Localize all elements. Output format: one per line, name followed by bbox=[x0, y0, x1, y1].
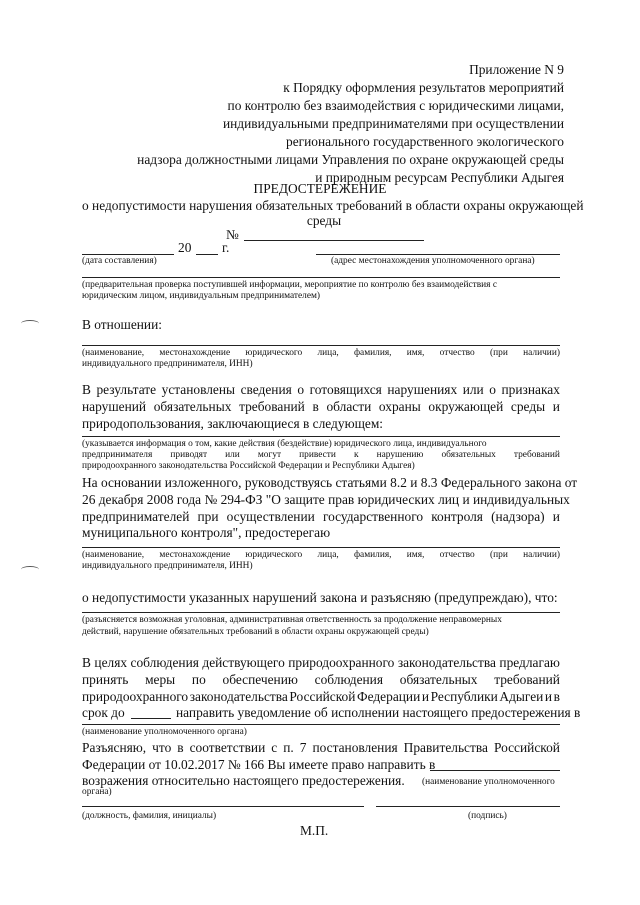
measures-line-1: В целях соблюдения действующего природоохранного законодательства предлагаю bbox=[82, 655, 560, 670]
appendix-line-7: и природным ресурсам Республики Адыгея bbox=[315, 170, 564, 185]
caption-date: (дата составления) bbox=[82, 256, 157, 266]
objection-authority-line bbox=[430, 770, 560, 771]
number-field-line bbox=[244, 240, 424, 241]
caption-actions-2: предпринимателя приводят или могут привести к нарушению обязательных требований bbox=[82, 450, 560, 460]
measures-line-4b: направить уведомление об исполнении настоящего предостережения в bbox=[176, 705, 581, 720]
caption-liability-2: действий, нарушение обязательных требований в области охраны окружающей среды) bbox=[82, 627, 429, 637]
caption-actions-3: природоохранного законодательства Российской Федерации и Республики Адыгея) bbox=[82, 461, 415, 471]
explain-line-1: Разъясняю, что в соответствии с п. 7 постановления Правительства Российской bbox=[82, 740, 560, 755]
authority-line bbox=[82, 724, 560, 725]
year-prefix: 20 bbox=[178, 240, 192, 255]
margin-scan-mark bbox=[21, 320, 39, 327]
caption-subject-2: индивидуального предпринимателя, ИНН) bbox=[82, 359, 253, 369]
year-suffix: г. bbox=[222, 240, 230, 255]
official-line bbox=[82, 806, 364, 807]
measures-line-2: принять меры по обеспечению соблюдения обязательных требований bbox=[82, 672, 560, 687]
appendix-line-2: к Порядку оформления результатов мероприятий bbox=[283, 80, 564, 95]
caption-basis-2: юридическим лицом, индивидуальным предпринимателем) bbox=[82, 291, 321, 301]
caption-authority-inline: (наименование уполномоченного bbox=[422, 777, 555, 787]
basis-line-1: На основании изложенного, руководствуясь статьями 8.2 и 8.3 Федерального закона от bbox=[82, 475, 578, 490]
document-subtitle-1: о недопустимости нарушения обязательных требований в области охраны окружающей bbox=[82, 198, 584, 213]
appendix-line-6: надзора должностными лицами Управления по охране окружающей среды bbox=[137, 152, 564, 167]
number-label: № bbox=[226, 227, 239, 242]
caption-authority: (наименование уполномоченного органа) bbox=[82, 727, 247, 737]
subject2-line bbox=[82, 547, 560, 548]
caption-subject-1: (наименование, местонахождение юридического лица, фамилия, имя, отчество (при наличии) bbox=[82, 348, 560, 358]
caption-authority-tail: органа) bbox=[82, 787, 112, 797]
appendix-line-1: Приложение N 9 bbox=[469, 62, 564, 77]
basis-line-2: 26 декабря 2008 года № 294-ФЗ "О защите прав юридических лиц и индивидуальных bbox=[82, 492, 570, 507]
measures-line-3: природоохранного законодательства Российской Федерации и Республики Адыгеи и в bbox=[82, 689, 560, 704]
caption-subject2-1: (наименование, местонахождение юридического лица, фамилия, имя, отчество (при наличии) bbox=[82, 550, 560, 560]
basis-line bbox=[82, 277, 560, 278]
caption-official: (должность, фамилия, инициалы) bbox=[82, 811, 217, 821]
margin-scan-mark bbox=[21, 566, 39, 573]
appendix-line-4: индивидуальными предпринимателями при осуществлении bbox=[222, 116, 564, 131]
appendix-line-5: регионального государственного экологического bbox=[286, 134, 564, 149]
deadline-line bbox=[131, 718, 171, 719]
measures-line-4a: срок до bbox=[82, 705, 125, 720]
regarding-label: В отношении: bbox=[82, 317, 162, 332]
document-subtitle-2: среды bbox=[306, 213, 342, 228]
result-line-3: природопользования, заключающиеся в следующем: bbox=[82, 416, 384, 431]
document-title: ПРЕДОСТЕРЕЖЕНИЕ bbox=[253, 181, 387, 196]
basis-line-4: муниципального контроля", предостерегаю bbox=[82, 525, 331, 540]
appendix-line-3: по контролю без взаимодействия с юридическими лицами, bbox=[227, 98, 564, 113]
basis-line-3: предпринимателей при осуществлении государственного контроля (надзора) и bbox=[82, 509, 560, 524]
caption-subject2-2: индивидуального предпринимателя, ИНН) bbox=[82, 561, 253, 571]
caption-liability-1: (разъясняется возможная уголовная, административная ответственность за продолжение неправомерных bbox=[82, 615, 502, 625]
explain-line-2: Федерации от 10.02.2017 № 166 Вы имеете право направить в bbox=[82, 757, 436, 772]
caption-basis-1: (предварительная проверка поступившей информации, мероприятие по контролю без взаимодействия с bbox=[82, 280, 497, 290]
result-line-1: В результате установлены сведения о готовящихся нарушениях или о признаках bbox=[82, 382, 560, 397]
caption-signature: (подпись) bbox=[468, 811, 507, 821]
year-line bbox=[196, 254, 218, 255]
caption-address: (адрес местонахождения уполномоченного органа) bbox=[331, 256, 535, 266]
actions-line bbox=[82, 436, 560, 437]
liability-line bbox=[82, 612, 560, 613]
caption-actions-1: (указывается информация о том, какие действия (бездействие) юридического лица, индивидуального bbox=[82, 439, 487, 449]
signature-line bbox=[376, 806, 560, 807]
stamp-place: М.П. bbox=[300, 823, 329, 838]
result-line-2: нарушений обязательных требований в области охраны окружающей среды и bbox=[82, 399, 560, 414]
subject-line bbox=[82, 345, 560, 346]
warning-text: о недопустимости указанных нарушений закона и разъясняю (предупреждаю), что: bbox=[82, 590, 558, 605]
explain-line-3: возражения относительно настоящего предостережения. bbox=[82, 773, 405, 788]
